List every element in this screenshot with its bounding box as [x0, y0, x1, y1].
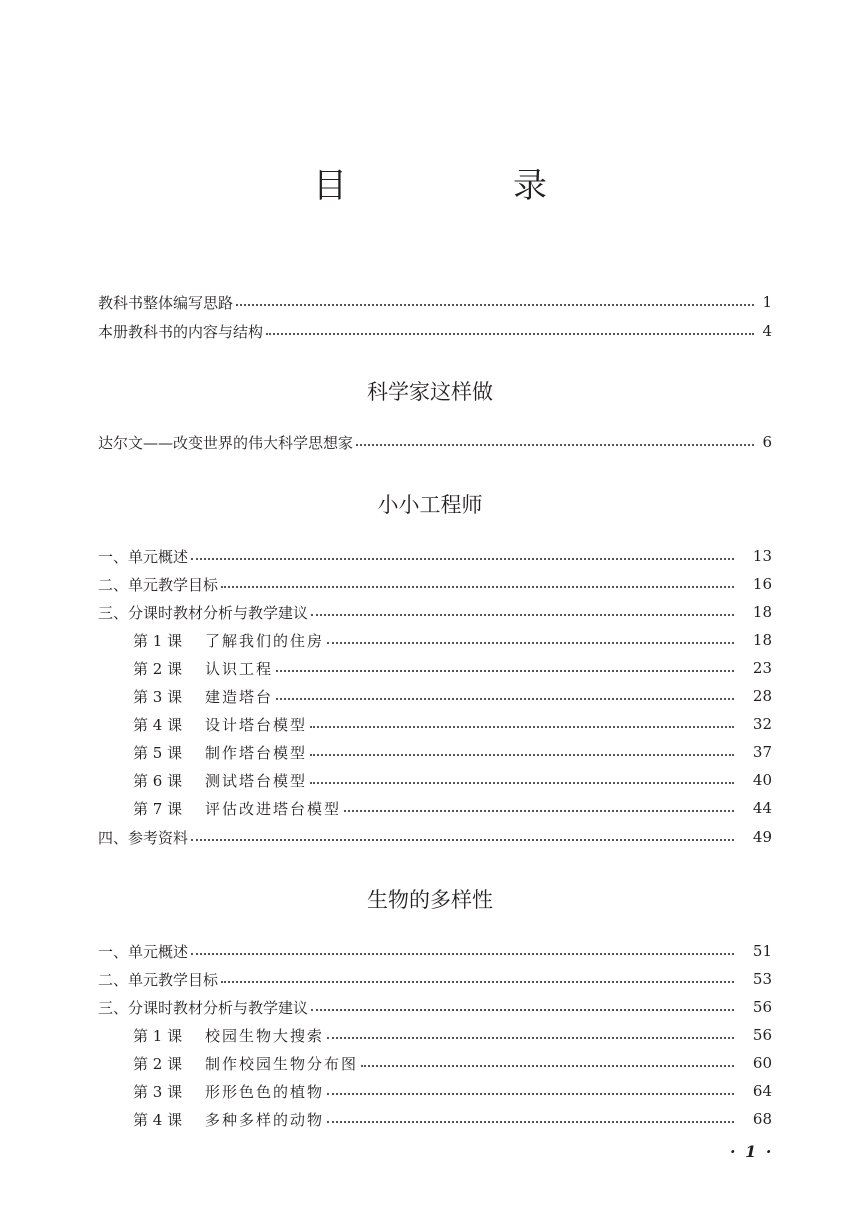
dot-leader	[311, 614, 734, 616]
dot-leader	[221, 586, 734, 588]
toc-lesson-entry[interactable]	[133, 657, 772, 679]
dot-leader	[191, 558, 734, 560]
toc-page-number: 56	[752, 998, 772, 1016]
toc-entry-label: 三、分课时教材分析与教学建议	[98, 603, 309, 622]
toc-page-number: 1	[762, 293, 772, 311]
lesson-number: 第 3 课	[133, 1082, 183, 1101]
lesson-number: 第 4 课	[133, 715, 183, 734]
lesson-title: 了解我们的住房	[205, 631, 325, 650]
toc-page-number: 28	[752, 687, 772, 705]
lesson-number: 第 3 课	[133, 687, 183, 706]
dot-leader	[310, 782, 734, 784]
toc-entry-label: 一、单元概述	[98, 547, 189, 566]
dot-leader	[327, 642, 734, 644]
toc-page-number: 49	[752, 828, 772, 846]
toc-page-number: 6	[762, 433, 772, 451]
toc-entry-label: 二、单元教学目标	[98, 575, 219, 594]
dot-leader	[191, 953, 734, 955]
toc-entry-label: 四、参考资料	[98, 828, 189, 847]
toc-page-number: 64	[752, 1082, 772, 1100]
lesson-title: 制作校园生物分布图	[205, 1054, 359, 1073]
dot-leader	[327, 1037, 734, 1039]
toc-lesson-entry[interactable]	[133, 1108, 772, 1130]
toc-entry-label: 达尔文——改变世界的伟大科学思想家	[98, 433, 354, 452]
toc-page-number: 56	[752, 1026, 772, 1044]
lesson-title: 多种多样的动物	[205, 1110, 325, 1129]
dot-leader	[266, 333, 754, 335]
toc-page-number: 40	[752, 771, 772, 789]
toc-entry[interactable]	[98, 826, 772, 848]
toc-entry-label: 本册教科书的内容与结构	[98, 322, 264, 341]
lesson-title: 评估改进塔台模型	[205, 799, 342, 818]
section-heading: 科学家这样做	[367, 380, 493, 404]
lesson-number: 第 5 课	[133, 743, 183, 762]
lesson-title: 建造塔台	[205, 687, 274, 706]
lesson-title: 形形色色的植物	[205, 1082, 325, 1101]
toc-entry-label: 一、单元概述	[98, 942, 189, 961]
lesson-number: 第 2 课	[133, 659, 183, 678]
lesson-number: 第 1 课	[133, 631, 183, 650]
toc-page-number: 37	[752, 743, 772, 761]
toc-entry[interactable]	[98, 996, 772, 1018]
toc-page-number: 23	[752, 659, 772, 677]
toc-entry-label: 三、分课时教材分析与教学建议	[98, 998, 309, 1017]
toc-page-number: 16	[752, 575, 772, 593]
dot-leader	[236, 304, 754, 306]
toc-entry[interactable]	[98, 431, 772, 453]
page-folio: · 1 ·	[730, 1142, 774, 1161]
lesson-title: 设计塔台模型	[205, 715, 308, 734]
toc-page-number: 13	[752, 547, 772, 565]
page-title: 目 录	[313, 166, 613, 206]
toc-entry[interactable]	[98, 940, 772, 962]
section-heading: 小小工程师	[377, 493, 483, 517]
dot-leader	[311, 1009, 734, 1011]
lesson-number: 第 7 课	[133, 799, 183, 818]
dot-leader	[221, 981, 734, 983]
dot-leader	[191, 839, 734, 841]
dot-leader	[327, 1093, 734, 1095]
toc-lesson-entry[interactable]	[133, 741, 772, 763]
toc-entry-label: 教科书整体编写思路	[98, 293, 234, 312]
toc-page-number: 4	[762, 322, 772, 340]
toc-page-number: 53	[752, 970, 772, 988]
toc-lesson-entry[interactable]	[133, 769, 772, 791]
toc-lesson-entry[interactable]	[133, 1052, 772, 1074]
toc-entry[interactable]	[98, 320, 772, 342]
lesson-title: 认识工程	[205, 659, 274, 678]
toc-entry[interactable]	[98, 601, 772, 623]
toc-lesson-entry[interactable]	[133, 713, 772, 735]
toc-lesson-entry[interactable]	[133, 685, 772, 707]
toc-lesson-entry[interactable]	[133, 1080, 772, 1102]
section-heading: 生物的多样性	[367, 888, 493, 912]
toc-page-number: 32	[752, 715, 772, 733]
toc-page-number: 68	[752, 1110, 772, 1128]
lesson-number: 第 6 课	[133, 771, 183, 790]
toc-page-number: 51	[752, 942, 772, 960]
toc-entry-label: 二、单元教学目标	[98, 970, 219, 989]
dot-leader	[327, 1121, 734, 1123]
toc-page-number: 44	[752, 799, 772, 817]
dot-leader	[361, 1065, 734, 1067]
lesson-title: 测试塔台模型	[205, 771, 308, 790]
toc-lesson-entry[interactable]	[133, 797, 772, 819]
lesson-title: 校园生物大搜索	[205, 1026, 325, 1045]
dot-leader	[310, 754, 734, 756]
dot-leader	[310, 726, 734, 728]
toc-page-number: 18	[752, 631, 772, 649]
lesson-title: 制作塔台模型	[205, 743, 308, 762]
toc-page-number: 60	[752, 1054, 772, 1072]
toc-entry[interactable]	[98, 291, 772, 313]
lesson-number: 第 4 课	[133, 1110, 183, 1129]
toc-entry[interactable]	[98, 573, 772, 595]
toc-lesson-entry[interactable]	[133, 1024, 772, 1046]
lesson-number: 第 1 课	[133, 1026, 183, 1045]
dot-leader	[356, 444, 754, 446]
toc-page-number: 18	[752, 603, 772, 621]
toc-entry[interactable]	[98, 968, 772, 990]
dot-leader	[276, 670, 734, 672]
lesson-number: 第 2 课	[133, 1054, 183, 1073]
toc-entry[interactable]	[98, 545, 772, 567]
toc-lesson-entry[interactable]	[133, 629, 772, 651]
dot-leader	[276, 698, 734, 700]
dot-leader	[344, 810, 734, 812]
